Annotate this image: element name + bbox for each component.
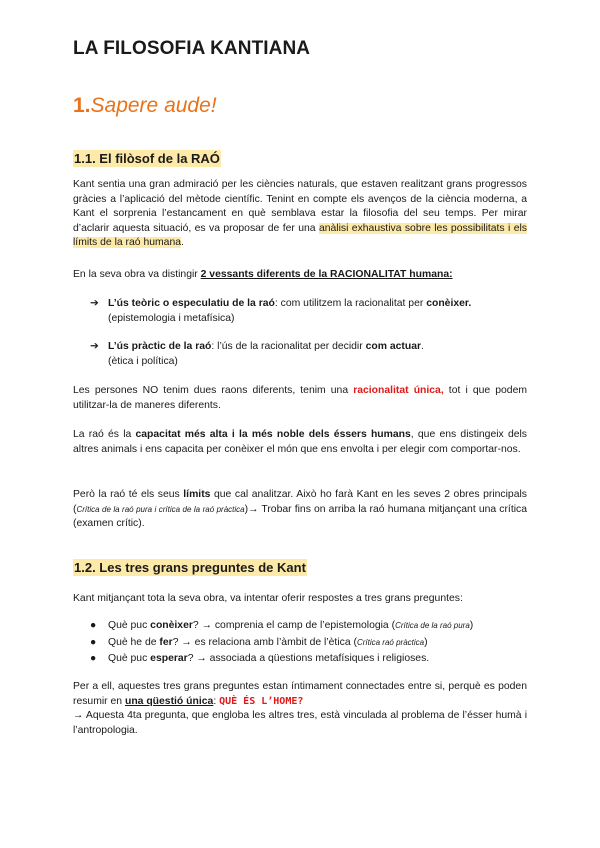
item-lead: Què puc: [108, 620, 151, 631]
subsection-heading-1-2: 1.2. Les tres grans preguntes de Kant: [74, 560, 306, 575]
section-number: 1.: [73, 94, 91, 117]
item-bold: L’ús teòric o especulatiu de la raó: [108, 298, 275, 309]
paragraph-end: .: [181, 237, 184, 249]
list-item: [90, 635, 530, 652]
arrow-icon: ➔: [90, 341, 99, 352]
list-item: [90, 618, 530, 635]
bold-text: límits: [183, 489, 211, 500]
highlighted-text: anàlisi exhaustiva sobre les possibilitats i els límits de la raó humana: [73, 222, 527, 249]
item-bold: L’ús pràctic de la raó: [108, 341, 212, 352]
item-bold: fer: [159, 636, 173, 648]
item-bold: esperar: [150, 653, 188, 664]
item-lead: Què puc: [108, 653, 151, 664]
arrow-item-practical: [90, 340, 530, 369]
red-text: racionalitat única,: [353, 385, 444, 396]
paragraph-text: Kant sentia una gran admiració per les ciències naturals, que estaven realitzant grans progressos gràcies a l’aplicació del mètode científic. Tenint en compte els avenços de la ciència moderna, a Kant el sorprenia l’estancament en què semblava estar la filosofia del seu temps. Per mirar d’aclarir aquesta situació, es va proposar de fer una: [73, 179, 527, 234]
paragraph-conclusion: [73, 680, 527, 738]
paragraph-two-aspects: [73, 268, 527, 283]
red-question: QUÈ ÉS L’HOME?: [219, 695, 304, 707]
paragraph-unique-rationality: [73, 384, 527, 413]
section-heading-1: [73, 94, 217, 118]
paragraph-lead: Però la raó té els seus: [73, 489, 184, 500]
item-end: ): [424, 636, 428, 648]
item-italic: Crítica raó pràctica: [356, 637, 425, 647]
document-title: LA FILOSOFIA KANTIANA: [73, 38, 311, 59]
paragraph-lead: En la seva obra va distingir: [73, 269, 201, 280]
arrow-icon: ➔: [90, 298, 99, 309]
paragraph-mid: que cal analitzar. Això ho farà Kant en les seves 2 obres principals (: [73, 489, 527, 515]
item-mid: ? → comprenia el camp de l’epistemologia (: [192, 620, 396, 631]
paragraph-lead: Per a ell, aquestes tres grans preguntes estan íntimament connectades entre si, perquè es poden resumir en: [73, 681, 527, 707]
questions-list: [90, 618, 530, 668]
section-title: Sapere aude!: [90, 94, 217, 117]
list-item: [90, 651, 530, 668]
paragraph-reason-capacity: [73, 428, 527, 457]
item-sub: (ètica i política): [108, 355, 178, 367]
paragraph-questions-intro: Kant mitjançant tota la seva obra, va intentar oferir respostes a tres grans preguntes:: [73, 593, 463, 604]
bold-text: capacitat més alta i la més noble dels éssers humans: [135, 429, 411, 440]
item-bold2: com actuar: [365, 341, 422, 352]
item-end: .: [421, 341, 424, 352]
paragraph-mid: :: [213, 695, 220, 707]
subsection-heading-1-1: 1.1. El filòsof de la RAÓ: [74, 151, 220, 166]
item-mid: : com utilitzem la racionalitat per: [274, 298, 427, 309]
arrow-item-theoretical: [90, 297, 530, 326]
item-italic: Crítica de la raó pura: [395, 621, 470, 630]
item-bold: conèixer: [150, 620, 193, 631]
bullet-icon: ●: [90, 620, 97, 631]
paragraph-end: )→ Trobar fins on arriba la raó humana mitjançant una crítica (examen crític).: [73, 503, 527, 530]
item-bold2: conèixer.: [426, 298, 472, 309]
item-sub: (epistemologia i metafísica): [108, 312, 235, 324]
underlined-text: una qüestió única: [124, 695, 214, 707]
paragraph-limits: [73, 488, 527, 532]
paragraph-intro: [73, 178, 527, 251]
bullet-icon: ●: [90, 636, 97, 648]
paragraph-lead: La raó és la: [73, 429, 136, 440]
italic-text: Crítica de la raó pura i crítica de la raó pràctica: [76, 504, 245, 514]
underlined-text: 2 vessants diferents de la RACIONALITAT humana:: [200, 269, 453, 280]
paragraph-line2: → Aquesta 4ta pregunta, que engloba les altres tres, està vinculada al problema de l’ésser humà i l’antropologia.: [73, 710, 527, 736]
item-lead: Què he de: [108, 636, 160, 648]
item-end: ): [469, 620, 474, 631]
item-mid: : l’ús de la racionalitat per decidir: [211, 341, 366, 352]
paragraph-end: , que ens distingeix dels altres animals i ens capacita per conèixer el món que ens envolta i per elegir com comportar-nos.: [73, 429, 528, 455]
item-mid: ? → es relaciona amb l’àmbit de l’ètica (: [172, 636, 357, 648]
bullet-icon: ●: [90, 653, 97, 664]
paragraph-end: tot i que podem utilitzar-la de maneres diferents.: [73, 385, 528, 411]
item-mid: ? → associada a qüestions metafísiques i religioses.: [187, 653, 430, 664]
paragraph-lead: Les persones NO tenim dues raons diferents, tenim una: [73, 385, 354, 396]
